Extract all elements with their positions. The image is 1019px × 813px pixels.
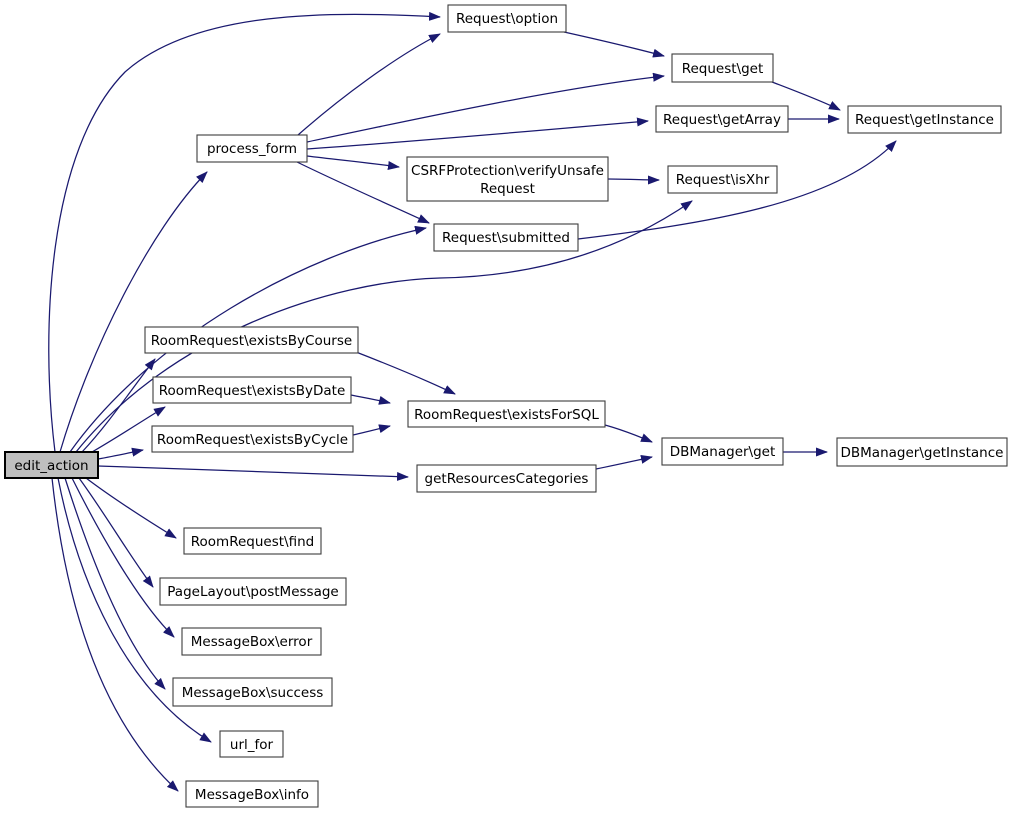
node-request-is-xhr: [668, 166, 777, 193]
edge-edit_action-message_box_error: [72, 478, 174, 637]
edge-process_form-request_get: [307, 76, 664, 142]
node-message-box-error: [182, 628, 321, 655]
node-url-for-label: url_for: [229, 737, 274, 753]
node-request-get-instance: [848, 106, 1001, 133]
node-request-option-label: Request\option: [455, 11, 559, 27]
node-room-request-find-label: RoomRequest\find: [190, 534, 315, 550]
edge-edit_action-message_box_info: [52, 478, 178, 791]
node-db-manager-get: [662, 438, 783, 465]
edge-edit_action-process_form: [60, 172, 207, 452]
node-request-get-array-label: Request\getArray: [663, 112, 781, 128]
node-csrf-label-line2: Request: [480, 181, 535, 197]
node-room-request-exists-by-course: [145, 327, 358, 353]
node-csrf-label-line1: CSRFProtection\verifyUnsafe: [411, 163, 604, 179]
node-room-request-exists-by-date: [153, 377, 351, 403]
node-edit-action: [5, 452, 98, 478]
node-page-layout-post-message: [160, 578, 346, 605]
node-room-request-find: [184, 528, 321, 554]
edge-exists_for_sql-db_get: [605, 425, 652, 442]
node-request-is-xhr-label: Request\isXhr: [675, 172, 770, 188]
node-process-form-label: process_form: [206, 141, 298, 157]
node-request-get-array: [656, 106, 788, 132]
node-db-manager-get-label: DBManager\get: [669, 444, 776, 460]
edge-process_form-csrf: [307, 156, 399, 167]
edge-get_resources_categories-db_get: [596, 457, 652, 469]
node-request-submitted: [434, 224, 578, 251]
edge-csrf-request_is_xhr: [608, 179, 659, 180]
edge-edit_action-exists_by_course: [82, 359, 155, 452]
edge-request_option-request_get: [564, 32, 664, 56]
node-get-resources-categories-label: getResourcesCategories: [424, 471, 589, 487]
nodes: [5, 5, 1007, 807]
node-exists-by-date-label: RoomRequest\existsByDate: [158, 383, 346, 399]
node-request-get-instance-label: Request\getInstance: [855, 112, 994, 128]
node-room-request-exists-by-cycle: [152, 426, 353, 452]
node-url-for: [220, 731, 283, 757]
node-exists-for-sql-label: RoomRequest\existsForSQL: [414, 407, 599, 423]
node-process-form: [197, 135, 307, 162]
node-request-get-label: Request\get: [681, 61, 764, 77]
node-page-layout-post-message-label: PageLayout\postMessage: [167, 584, 339, 600]
edge-edit_action-exists_by_cycle: [98, 450, 143, 459]
node-message-box-info-label: MessageBox\info: [194, 787, 310, 803]
edge-exists_by_date-exists_for_sql: [351, 395, 390, 403]
edge-edit_action-get_resources_categories: [98, 466, 408, 477]
node-exists-by-cycle-label: RoomRequest\existsByCycle: [156, 432, 349, 448]
edge-exists_by_cycle-exists_for_sql: [353, 426, 390, 435]
node-message-box-success: [173, 678, 332, 706]
node-room-request-exists-for-sql: [408, 401, 605, 427]
node-request-submitted-label: Request\submitted: [442, 230, 570, 246]
node-db-manager-get-instance: [837, 438, 1007, 466]
edge-process_form-request_option: [298, 34, 440, 135]
node-message-box-success-label: MessageBox\success: [181, 685, 324, 701]
edge-edit_action-page_layout_post_message: [79, 478, 153, 587]
node-message-box-info: [186, 781, 318, 807]
node-db-manager-get-instance-label: DBManager\getInstance: [840, 445, 1004, 461]
node-get-resources-categories: [417, 465, 596, 492]
edge-exists_by_course-exists_for_sql: [356, 352, 455, 394]
node-csrf-verify-unsafe-request: [407, 157, 608, 201]
node-exists-by-course-label: RoomRequest\existsByCourse: [150, 333, 353, 349]
node-message-box-error-label: MessageBox\error: [190, 634, 313, 650]
node-request-get: [672, 54, 773, 82]
edge-process_form-request_get_array: [307, 121, 648, 149]
node-edit-action-label: edit_action: [14, 458, 89, 474]
node-request-option: [448, 5, 566, 32]
